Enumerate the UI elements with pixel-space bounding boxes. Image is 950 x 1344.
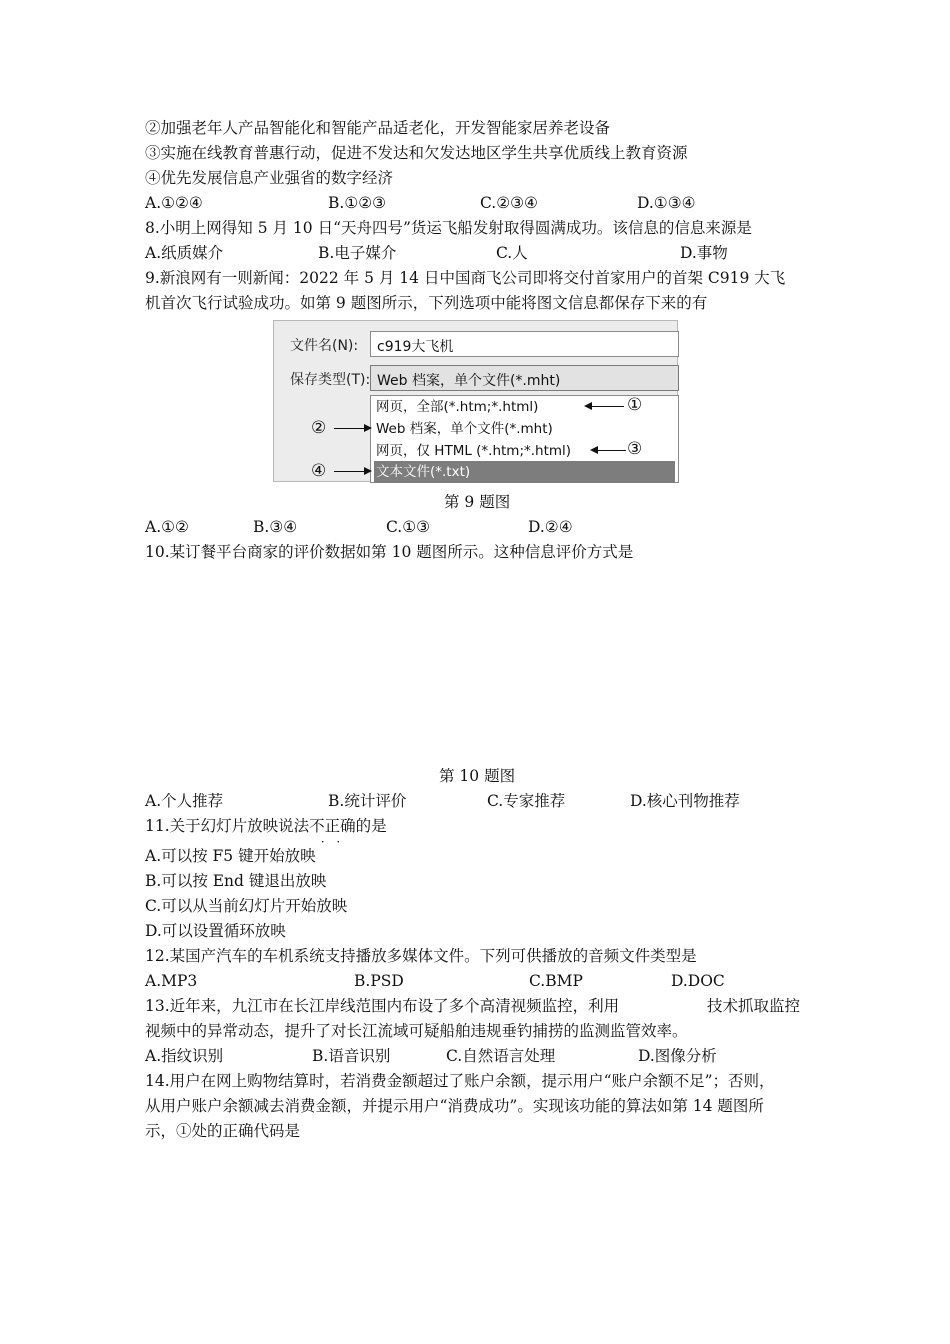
q9-option-b: B.③④ xyxy=(253,518,298,536)
filename-label: 文件名(N): xyxy=(290,338,359,354)
q13-option-a: A.指纹识别 xyxy=(145,1047,224,1065)
q13-option-b: B.语音识别 xyxy=(312,1047,391,1065)
q12-option-a: A.MP3 xyxy=(145,972,198,990)
save-type-option-mht[interactable]: Web 档案，单个文件(*.mht) xyxy=(376,421,553,437)
statement-2: ②加强老年人产品智能化和智能产品适老化，开发智能家居养老设备 xyxy=(145,119,611,137)
q9-figure-caption: 第 9 题图 xyxy=(444,493,511,511)
q13-option-c: C.自然语言处理 xyxy=(446,1047,556,1065)
q8-option-b: B.电子媒介 xyxy=(318,244,397,262)
save-type-option-txt[interactable]: 文本文件(*.txt) xyxy=(374,461,675,483)
q12-option-b: B.PSD xyxy=(354,972,404,990)
q11-stem-emphasis: 不正确 · · xyxy=(309,817,356,835)
statement-3: ③实施在线教育普惠行动，促进不发达和欠发达地区学生共享优质线上教育资源 xyxy=(145,144,688,162)
q7-option-a: A.①②④ xyxy=(145,194,203,212)
q14-stem-line2: 从用户账户余额减去消费金额，并提示用户“消费成功”。实现该功能的算法如第 14 题图所 xyxy=(145,1097,764,1115)
q12-option-c: C.BMP xyxy=(529,972,583,990)
q8-option-d: D.事物 xyxy=(680,244,728,262)
q11-stem-post: 的是 xyxy=(355,817,387,835)
marker-1: ① xyxy=(627,395,643,415)
q7-option-c: C.②③④ xyxy=(480,194,538,212)
q7-option-b: B.①②③ xyxy=(328,194,387,212)
q9-option-c: C.①③ xyxy=(386,518,431,536)
q11-stem xyxy=(145,816,387,836)
arrow-1-icon xyxy=(586,406,624,407)
statement-4: ④优先发展信息产业强省的数字经济 xyxy=(145,169,394,187)
q13-stem-line1a: 13.近年来，九江市在长江岸线范围内布设了多个高清视频监控，利用 xyxy=(145,997,620,1015)
q13-option-d: D.图像分析 xyxy=(638,1047,717,1065)
q13-stem-line2: 视频中的异常动态，提升了对长江流域可疑船舶违规垂钓捕捞的监测监管效率。 xyxy=(145,1022,688,1040)
q8-option-c: C.人 xyxy=(496,244,528,262)
marker-4: ④ xyxy=(311,461,327,481)
q11-option-a: A.可以按 F5 键开始放映 xyxy=(145,847,316,865)
q7-option-d: D.①③④ xyxy=(637,194,696,212)
save-as-dialog-figure xyxy=(273,320,678,482)
q11-option-b: B.可以按 End 键退出放映 xyxy=(145,872,327,890)
q10-option-d: D.核心刊物推荐 xyxy=(630,792,740,810)
marker-2: ② xyxy=(311,418,327,438)
q9-option-d: D.②④ xyxy=(528,518,573,536)
save-type-option-html-all[interactable]: 网页，全部(*.htm;*.html) xyxy=(376,399,539,415)
q9-stem-line2: 机首次飞行试验成功。如第 9 题图所示，下列选项中能将图文信息都保存下来的有 xyxy=(145,294,708,312)
q10-option-c: C.专家推荐 xyxy=(487,792,566,810)
save-type-label: 保存类型(T): xyxy=(290,372,371,388)
q13-stem-line1b: 技术抓取监控 xyxy=(707,997,801,1015)
q12-option-d: D.DOC xyxy=(671,972,725,990)
q12-stem: 12.某国产汽车的车机系统支持播放多媒体文件。下列可供播放的音频文件类型是 xyxy=(145,947,697,965)
arrow-2-icon xyxy=(334,428,370,429)
q10-stem: 10.某订餐平台商家的评价数据如第 10 题图所示。这种信息评价方式是 xyxy=(145,543,634,561)
q11-option-c: C.可以从当前幻灯片开始放映 xyxy=(145,897,348,915)
arrow-4-icon xyxy=(334,471,370,472)
q11-option-d: D.可以设置循环放映 xyxy=(145,922,286,940)
q10-option-b: B.统计评价 xyxy=(328,792,407,810)
q11-stem-pre: 11.关于幻灯片放映说法 xyxy=(145,817,310,835)
q8-stem: 8.小明上网得知 5 月 10 日“天舟四号”货运飞船发射取得圆满成功。该信息的信息来源是 xyxy=(145,219,752,237)
q8-option-a: A.纸质媒介 xyxy=(145,244,224,262)
save-type-select[interactable]: Web 档案，单个文件(*.mht) xyxy=(370,365,679,391)
q9-stem-line1: 9.新浪网有一则新闻：2022 年 5 月 14 日中国商飞公司即将交付首家用户的首架 C919 大飞 xyxy=(145,269,786,287)
q10-figure-caption: 第 10 题图 xyxy=(439,767,516,785)
q9-option-a: A.①② xyxy=(145,518,189,536)
filename-input[interactable]: c919大飞机 xyxy=(370,331,679,357)
arrow-3-icon xyxy=(592,450,626,451)
save-type-option-html-only[interactable]: 网页，仅 HTML (*.htm;*.html) xyxy=(376,443,572,459)
q10-option-a: A.个人推荐 xyxy=(145,792,224,810)
q14-stem-line1: 14.用户在网上购物结算时，若消费金额超过了账户余额，提示用户“账户余额不足”；否则， xyxy=(145,1072,775,1090)
marker-3: ③ xyxy=(627,439,643,459)
q14-stem-line3: 示，①处的正确代码是 xyxy=(145,1122,301,1140)
